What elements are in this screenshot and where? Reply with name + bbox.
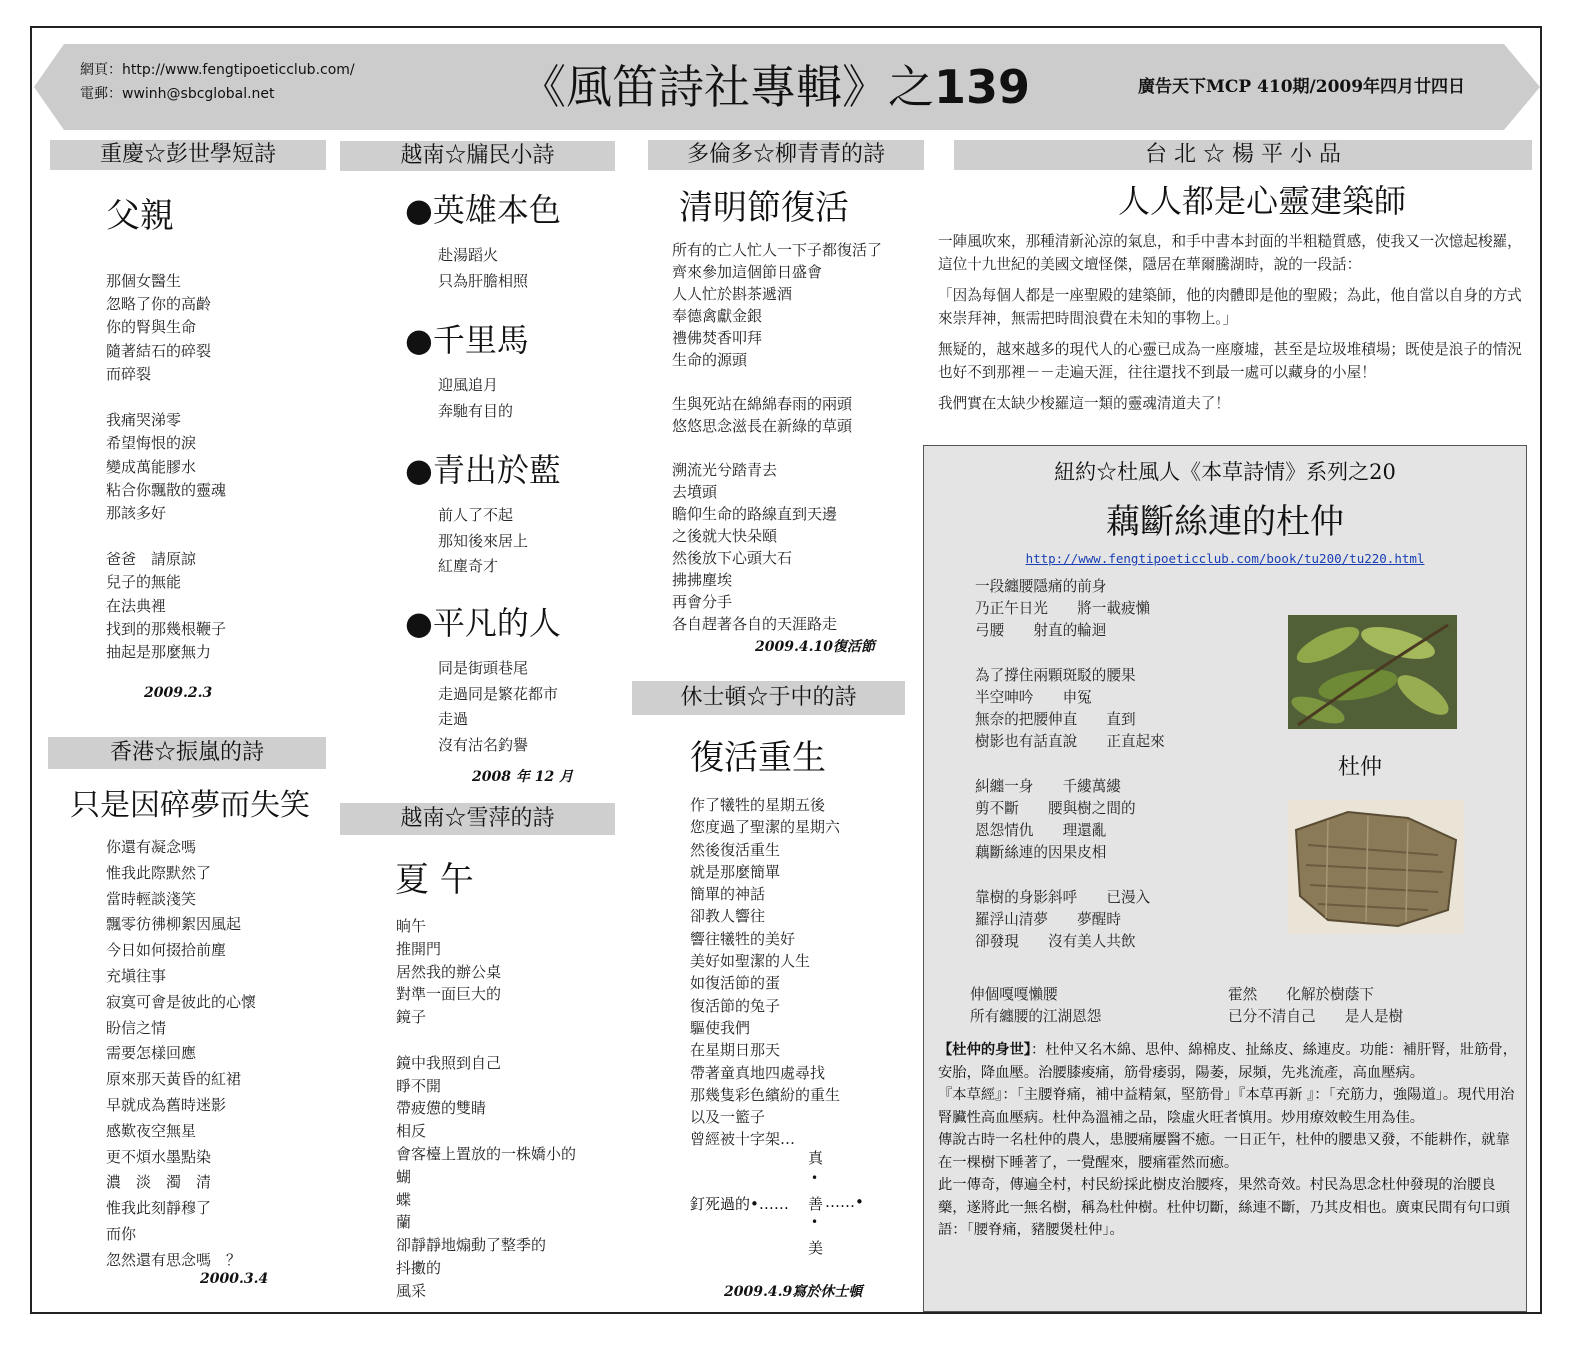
herb-poem-title: 藕斷絲連的杜仲 bbox=[1106, 502, 1344, 542]
poem-title-qingming: 清明節復活 bbox=[679, 188, 849, 228]
poem-line: 響往犧牲的美好 bbox=[690, 929, 796, 948]
poem-line: 推開門 bbox=[396, 939, 442, 958]
email-line[interactable]: 電郵：wwinh@sbcglobal.net bbox=[80, 86, 275, 102]
poem-line: 悠悠思念滋長在新綠的草頭 bbox=[672, 417, 853, 435]
poem-line: 藕斷絲連的因果皮相 bbox=[975, 844, 1107, 862]
closing-left-line: 所有纏腰的江湖恩怨 bbox=[970, 1008, 1102, 1025]
poem-line bbox=[106, 525, 226, 548]
poem-line: 原來那天黃昏的紅裙 bbox=[106, 1070, 242, 1089]
herb-notes-text: 傳說古時一名杜仲的農人，患腰痛屢醫不癒。一日正午，杜仲的腰患又發，不能耕作，就靠在一棵樹下睡著了，一覺醒來，腰痛霍然而癒。 bbox=[938, 1132, 1510, 1171]
poem-line: 你的腎與生命 bbox=[106, 318, 197, 337]
closing-left-line: 伸個嘎嘎懶腰 bbox=[970, 986, 1058, 1003]
section-header-zhenlan: 香港☆振嵐的詩 bbox=[48, 737, 326, 769]
closing-right bbox=[1228, 984, 1403, 1028]
poem-body-qingming bbox=[672, 239, 882, 635]
issue-number: 139 bbox=[934, 60, 1031, 114]
cross-right: ……• bbox=[825, 1193, 864, 1211]
website-line[interactable]: 網頁：http://www.fengtipoeticclub.com/ bbox=[80, 62, 355, 78]
poem-line: 各自趕著各自的天涯路走 bbox=[672, 615, 838, 633]
poem-line bbox=[106, 386, 226, 409]
section-header-youmin: 越南☆牖民小詩 bbox=[340, 141, 615, 171]
poem-line: 帶著童真地四處尋找 bbox=[690, 1063, 826, 1082]
poem-line: 而碎裂 bbox=[106, 364, 152, 383]
image-caption: 杜仲 bbox=[1338, 755, 1383, 780]
poem-line bbox=[672, 371, 882, 393]
short-poem-title: ●英雄本色 bbox=[405, 191, 561, 229]
poem-title-broken-dream: 只是因碎夢而失笑 bbox=[70, 788, 310, 823]
poem-line: 靠樹的身影斜呼 已漫入 bbox=[975, 888, 1151, 906]
poem-line: 風采 bbox=[396, 1281, 427, 1300]
poem-line: 兒子的無能 bbox=[106, 573, 182, 592]
poem-line: 乃正午日光 將一載疲懶 bbox=[975, 600, 1151, 618]
poem-line: 以及一籃子 bbox=[690, 1108, 766, 1127]
cross-middle: 善 bbox=[808, 1195, 824, 1213]
poem-line: 前人了不起 bbox=[438, 506, 514, 524]
poem-line: 感歎夜空無星 bbox=[106, 1121, 197, 1140]
poem-line: 卻發現 沒有美人共飲 bbox=[975, 933, 1136, 950]
poem-line: 卻靜靜地煽動了整季的 bbox=[396, 1236, 547, 1255]
herb-notes-text: 此一傳奇，傳遍全村，村民紛採此樹皮治腰疼，果然奇效。村民為思念杜仲發現的治腰良藥，遂將此一無名樹，稱為杜仲樹。杜仲切斷，絲連不斷，乃其皮相也。廣東民間有句口頭語：「腰脊痛，豬腰煲杜仲」。 bbox=[938, 1177, 1510, 1238]
section-header-xueping: 越南☆雪萍的詩 bbox=[340, 803, 615, 835]
poem-line: 那該多好 bbox=[106, 503, 167, 522]
poem-line: 只為肝膽相照 bbox=[438, 271, 529, 290]
poem-line: 今日如何掇拾前塵 bbox=[106, 941, 227, 960]
poem-line: 需要怎樣回應 bbox=[106, 1044, 197, 1063]
poem-line: 蝶 bbox=[396, 1190, 412, 1209]
poem-line: 驅使我們 bbox=[690, 1018, 751, 1037]
poem-line: 作了犧牲的星期五後 bbox=[690, 796, 826, 814]
poem-line: 對準一面巨大的 bbox=[396, 985, 502, 1004]
section-header-liuqingqing: 多倫多☆柳青青的詩 bbox=[648, 140, 924, 170]
poem-line: 之後就大快朵頤 bbox=[672, 527, 778, 545]
poem-line: 同是街頭巷尾 bbox=[438, 659, 529, 677]
poem-line: 抽起是那麼無力 bbox=[106, 643, 212, 661]
poem-line: 無奈的把腰伸直 直到 bbox=[975, 711, 1136, 729]
essay-paragraph: 一陣風吹來，那種清新沁涼的氣息，和手中書本封面的半粗糙質感，使我又一次憶起梭羅，這位十九世紀的美國文壇怪傑，隱居在華爾騰湖時，說的一段話： bbox=[938, 233, 1522, 273]
herb-notes-text: ：杜仲又名木綿、思仲、綿棉皮、扯絲皮、絲連皮。功能：補肝腎，壯筋骨，安胎，降血壓。治腰膝痠痛，筋骨痿弱，陽萎，尿頻，先兆流產，高血壓病。 bbox=[938, 1042, 1518, 1081]
poem-line: 那知後來居上 bbox=[438, 531, 529, 550]
poem-line: 那個女醫生 bbox=[106, 272, 182, 290]
poem-line: 去墳頭 bbox=[672, 483, 718, 501]
poem-line: 隨著結石的碎裂 bbox=[106, 341, 212, 360]
section-header-yuzhong: 休士頓☆于中的詩 bbox=[632, 681, 905, 715]
poem-line: 你還有凝念嗎 bbox=[106, 838, 197, 856]
poem-line: 會客檯上置放的一株嬌小的 bbox=[396, 1144, 577, 1163]
poem-line bbox=[672, 437, 882, 459]
poem-line: 半空呻吟 申冤 bbox=[975, 688, 1092, 706]
poem-line: 帶疲憊的雙睛 bbox=[396, 1099, 487, 1118]
poem-line: 卻教人響往 bbox=[690, 907, 766, 926]
poem-line: 希望悔恨的淚 bbox=[106, 434, 197, 453]
section-header-yangping: 台 北 ☆ 楊 平 小 品 bbox=[954, 140, 1532, 170]
poem-line: 在星期日那天 bbox=[690, 1041, 781, 1060]
poem-line: 弓腰 射直的輪迴 bbox=[975, 622, 1107, 640]
poem-line: 一段纏腰隱痛的前身 bbox=[975, 578, 1107, 595]
poem-line: 溯流光兮踏青去 bbox=[672, 461, 778, 479]
poem-line bbox=[396, 1029, 576, 1052]
poem-line: 美好如聖潔的人生 bbox=[690, 952, 811, 971]
poem-date: 2000.3.4 bbox=[200, 1271, 269, 1287]
poem-line: 樹影也有話直說 正直起來 bbox=[975, 733, 1165, 751]
closing-left bbox=[970, 984, 1101, 1028]
poem-line: 奉德禽獻金銀 bbox=[672, 307, 763, 325]
poem-line: 復活節的兔子 bbox=[690, 996, 781, 1015]
poem-line: 羅浮山清夢 夢醒時 bbox=[975, 910, 1121, 928]
poem-line: 恩怨情仇 理還亂 bbox=[975, 822, 1107, 840]
poem-line: 抖擻的 bbox=[396, 1258, 442, 1277]
poem-line: 奔馳有目的 bbox=[438, 401, 514, 420]
essay-title: 人人都是心靈建築師 bbox=[1118, 182, 1407, 220]
poem-line: 我痛哭涕零 bbox=[106, 411, 182, 430]
poem-line: 盼信之情 bbox=[106, 1018, 167, 1037]
poem-line: 走過同是繁花都市 bbox=[438, 684, 559, 703]
poem-line bbox=[975, 643, 1165, 665]
poem-line: 走過 bbox=[438, 710, 469, 728]
herb-notes-label: 【杜仲的身世】 bbox=[938, 1042, 1031, 1058]
poem-line: 當時輕談淺笑 bbox=[106, 889, 197, 908]
poem-line: 迎風追月 bbox=[438, 376, 499, 394]
poem-line: 在法典裡 bbox=[106, 596, 167, 615]
poem-line: 然後復活重生 bbox=[690, 840, 781, 859]
poem-line: 惟我此際默然了 bbox=[106, 863, 212, 882]
cross-bottom: 美 bbox=[808, 1239, 824, 1257]
poem-line: 曾經被十字架… bbox=[690, 1130, 796, 1149]
poem-line: 居然我的辦公桌 bbox=[396, 962, 502, 981]
cross-dot-lower: • bbox=[811, 1215, 819, 1229]
poem-line: 齊來參加這個節日盛會 bbox=[672, 263, 823, 281]
poem-line: 如復活節的蛋 bbox=[690, 974, 781, 993]
poem-line: 然後放下心頭大石 bbox=[672, 549, 793, 567]
poem-line: 禮佛焚香叩拜 bbox=[672, 329, 763, 347]
poem-line: 早就成為舊時迷影 bbox=[106, 1095, 227, 1114]
poem-line: 生命的源頭 bbox=[672, 351, 748, 369]
poem-line: 而你 bbox=[106, 1224, 137, 1243]
essay-paragraph: 無疑的，越來越多的現代人的心靈已成為一座廢墟，甚至是垃圾堆積場；既使是浪子的情況也好不到那裡－－走遍天涯，往往還找不到最一處可以藏身的小屋！ bbox=[938, 341, 1522, 381]
poem-line: 紅塵奇才 bbox=[438, 557, 499, 575]
short-poem-title: ●千里馬 bbox=[405, 321, 529, 359]
poem-date: 2009.4.10復活節 bbox=[755, 639, 875, 655]
short-poem-title: ●平凡的人 bbox=[405, 604, 561, 642]
poem-line bbox=[975, 864, 1165, 886]
poem-line: 蝴 bbox=[396, 1167, 412, 1186]
poem-line: 人人忙於斟茶遞酒 bbox=[672, 285, 793, 303]
poem-date: 2008 年 12 月 bbox=[472, 769, 574, 785]
poem-line: 找到的那幾根鞭子 bbox=[106, 619, 227, 638]
poem-line: 再會分手 bbox=[672, 593, 733, 611]
poem-line: 蘭 bbox=[396, 1213, 412, 1232]
poem-line: 所有的亡人忙人一下子都復活了 bbox=[672, 241, 883, 259]
poem-line: 相反 bbox=[396, 1122, 427, 1141]
poem-line: 為了撐住兩顆斑駁的腰果 bbox=[975, 666, 1136, 684]
section-header-peng: 重慶☆彭世學短詩 bbox=[50, 140, 326, 170]
eucommia-leaf-image bbox=[1288, 615, 1457, 729]
herb-notes-text: 『本草經』：「主腰脊痛，補中益精氣，堅筋骨」『本草再新 』：「充筋力，強陽道」。現代用治腎臟性高血壓病。杜仲為溫補之品，陰虛火旺者慎用。炒用療效較生用為佳。 bbox=[938, 1087, 1515, 1126]
essay-body bbox=[938, 230, 1536, 423]
poem-line: 鏡子 bbox=[396, 1008, 427, 1027]
poem-line: 瞻仰生命的路線直到天邊 bbox=[672, 505, 838, 523]
poem-line: 那幾隻彩色繽紛的重生 bbox=[690, 1085, 841, 1104]
poem-title-summer-noon: 夏 午 bbox=[395, 860, 474, 900]
poem-line: 更不煩水墨點染 bbox=[106, 1147, 212, 1166]
poem-line: 沒有沽名釣譽 bbox=[438, 735, 529, 754]
short-poem-body bbox=[438, 503, 528, 580]
page-title bbox=[520, 54, 1030, 120]
poem-line: 寂寞可會是彼此的心懷 bbox=[106, 992, 257, 1011]
essay-paragraph: 「因為每個人都是一座聖殿的建築師，他的肉體即是他的聖殿；為此，他自當以自身的方式來崇拜神，無需把時間浪費在未知的事物上。」 bbox=[938, 287, 1522, 327]
poem-line: 粘合你飄散的靈魂 bbox=[106, 480, 227, 499]
poem-line bbox=[975, 754, 1165, 776]
poem-line: 鏡中我照到自己 bbox=[396, 1053, 502, 1072]
poem-line: 晌午 bbox=[396, 917, 427, 935]
poem-title-father: 父親 bbox=[106, 196, 174, 236]
poem-date: 2009.2.3 bbox=[144, 685, 213, 701]
poem-line: 就是那麼簡單 bbox=[690, 862, 781, 881]
issue-info: 廣告天下MCP 410期/2009年四月廿四日 bbox=[1138, 77, 1466, 97]
poem-line: 惟我此刻靜穆了 bbox=[106, 1199, 212, 1218]
poem-line: 剪不斷 腰與樹之間的 bbox=[975, 799, 1136, 817]
cross-top: 真 bbox=[808, 1149, 824, 1167]
header-contact bbox=[80, 58, 355, 106]
cross-left: 釘死過的•…… bbox=[690, 1195, 789, 1213]
page-title-text: 《風笛詩社專輯》之 bbox=[520, 60, 934, 114]
herb-notes bbox=[938, 1039, 1520, 1242]
poem-title-resurrection: 復活重生 bbox=[690, 738, 826, 778]
herb-poem-link[interactable]: http://www.fengtipoeticclub.com/book/tu200/tu220.html bbox=[1025, 551, 1425, 566]
eucommia-bark-image bbox=[1288, 800, 1464, 934]
short-poem-body bbox=[438, 243, 528, 294]
poem-line: 變成萬能膠水 bbox=[106, 457, 197, 476]
poem-line: 您度過了聖潔的星期六 bbox=[690, 818, 841, 837]
poem-line: 簡單的神話 bbox=[690, 885, 766, 904]
poem-line: 濃 淡 濁 清 bbox=[106, 1173, 212, 1192]
poem-line: 飄零彷彿柳絮因風起 bbox=[106, 915, 242, 934]
poem-line: 睜不開 bbox=[396, 1076, 442, 1095]
short-poem-body bbox=[438, 373, 513, 424]
cross-dot-upper: • bbox=[811, 1171, 819, 1185]
poem-date: 2009.4.9寫於休士頓 bbox=[724, 1284, 863, 1300]
poem-line: 生與死站在綿綿春雨的兩頭 bbox=[672, 395, 853, 413]
essay-paragraph: 我們實在太缺少梭羅這一類的靈魂清道夫了！ bbox=[938, 395, 1230, 412]
poem-body-resurrection bbox=[690, 794, 840, 1151]
poem-line: 赴湯蹈火 bbox=[438, 246, 499, 264]
series-title: 紐約☆杜風人《本草詩情》系列之20 bbox=[1054, 460, 1396, 484]
short-poem-body bbox=[438, 656, 558, 758]
closing-right-line: 已分不清自己 是人是樹 bbox=[1228, 1008, 1404, 1025]
poem-body-father bbox=[106, 270, 226, 664]
poem-body-summer-noon bbox=[396, 915, 576, 1303]
poem-line: 拂拂塵埃 bbox=[672, 571, 733, 589]
poem-line: 忽然還有思念嗎 ？ bbox=[106, 1250, 242, 1269]
poem-line: 充塡往事 bbox=[106, 966, 167, 985]
poem-line: 忽略了你的高齡 bbox=[106, 295, 212, 314]
poem-line: 糾纏一身 千縷萬縷 bbox=[975, 777, 1121, 795]
poem-body-broken-dream bbox=[106, 835, 256, 1274]
short-poem-title: ●青出於藍 bbox=[405, 451, 561, 489]
closing-right-line: 霍然 化解於樹蔭下 bbox=[1228, 986, 1374, 1003]
poem-line: 爸爸 請原諒 bbox=[106, 550, 197, 569]
herb-poem-body bbox=[975, 576, 1165, 953]
